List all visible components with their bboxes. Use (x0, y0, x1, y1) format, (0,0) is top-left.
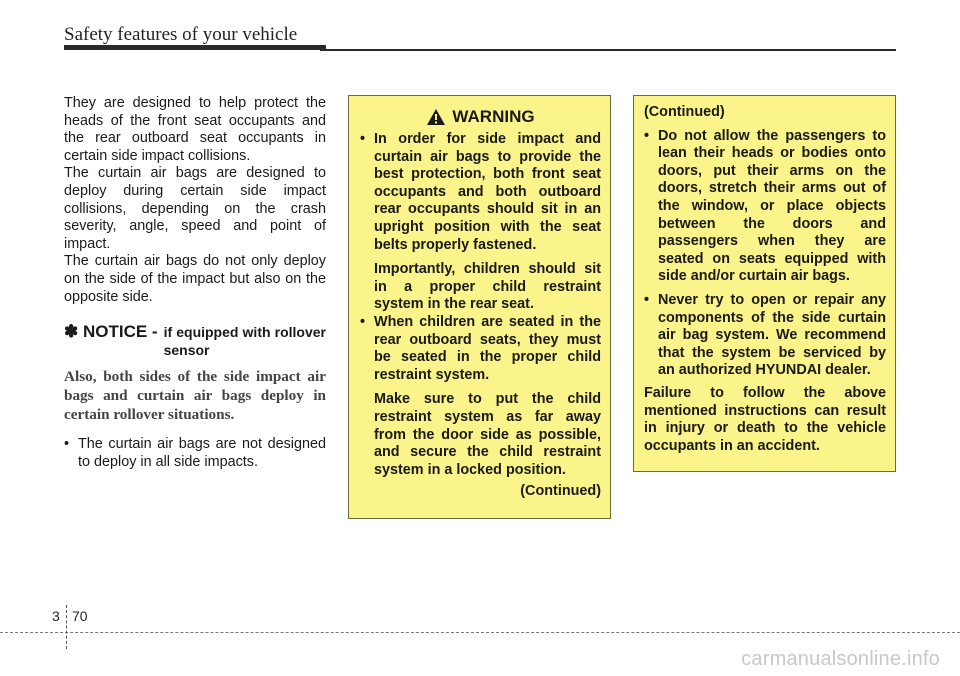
watermark-text: carmanualsonline.info (741, 648, 940, 670)
left-column (64, 95, 326, 472)
warning-heading-text: WARNING (452, 107, 535, 127)
warning-heading (360, 108, 601, 126)
notice-body: Also, both sides of the side impact air bags and curtain air bags deploy in certain rollover situations. (64, 368, 326, 424)
page-number: 70 (72, 608, 88, 624)
footer-dashed-rule (0, 632, 960, 633)
continued-bullet-2: • Never try to open or repair any components of the side curtain air bag system. We recommend that the system be serviced by an authorized HYUNDAI dealer. (644, 292, 886, 380)
left-bullet-item: • The curtain air bags are not designed to deploy in all side impacts. (64, 436, 326, 471)
warning-continued-box (633, 95, 896, 472)
continued-label: (Continued) (520, 483, 601, 500)
warning-triangle-icon (426, 108, 446, 126)
paragraph-1: They are designed to help protect the heads of the front seat occupants and the rear outboard seat occupants in certain side impact collisions. (64, 95, 326, 164)
footer-vertical-divider (66, 605, 67, 649)
paragraph-2: The curtain air bags are designed to deploy during certain side impact collisions, depending on the crash severity, angle, speed and point of impact. (64, 165, 326, 252)
warning-bullet-2-continuation: Make sure to put the child restraint system as far away from the door side as possible, and secure the child restraint system in a locked position. (374, 391, 601, 478)
warning-bullet-1-continuation: Importantly, children should sit in a proper child restraint system in the rear seat. (374, 261, 601, 313)
page-header-title: Safety features of your vehicle (64, 24, 298, 45)
notice-heading (64, 322, 326, 359)
warning-box (348, 95, 611, 519)
notice-label: ✽ NOTICE - (64, 322, 158, 342)
header-rule-thick (64, 45, 326, 50)
continued-heading: (Continued) (644, 104, 725, 120)
warning-bullet-1: • In order for side impact and curtain air bags to provide the best protection, both front seat occupants and both outboard rear occupants should sit in an upright position with the seat belts properly fastened. (360, 131, 601, 254)
paragraph-3: The curtain air bags do not only deploy on the side of the impact but also on the opposite side. (64, 253, 326, 305)
header-rule-thin (320, 49, 896, 51)
continued-bullet-1: • Do not allow the passengers to lean their heads or bodies onto doors, put their arms on the doors, stretch their arms out of the window, or place objects between the doors and passengers when they are seated on seats equipped with side and/or curtain air bags. (644, 128, 886, 286)
continued-final-paragraph: Failure to follow the above mentioned instructions can result in injury or death to the vehicle occupants in an accident. (644, 384, 886, 454)
warning-bullet-2: • When children are seated in the rear outboard seats, they must be seated in the proper child restraint system. (360, 314, 601, 384)
notice-subtitle: if equipped with rollover sensor (163, 324, 326, 358)
chapter-number: 3 (52, 608, 60, 624)
